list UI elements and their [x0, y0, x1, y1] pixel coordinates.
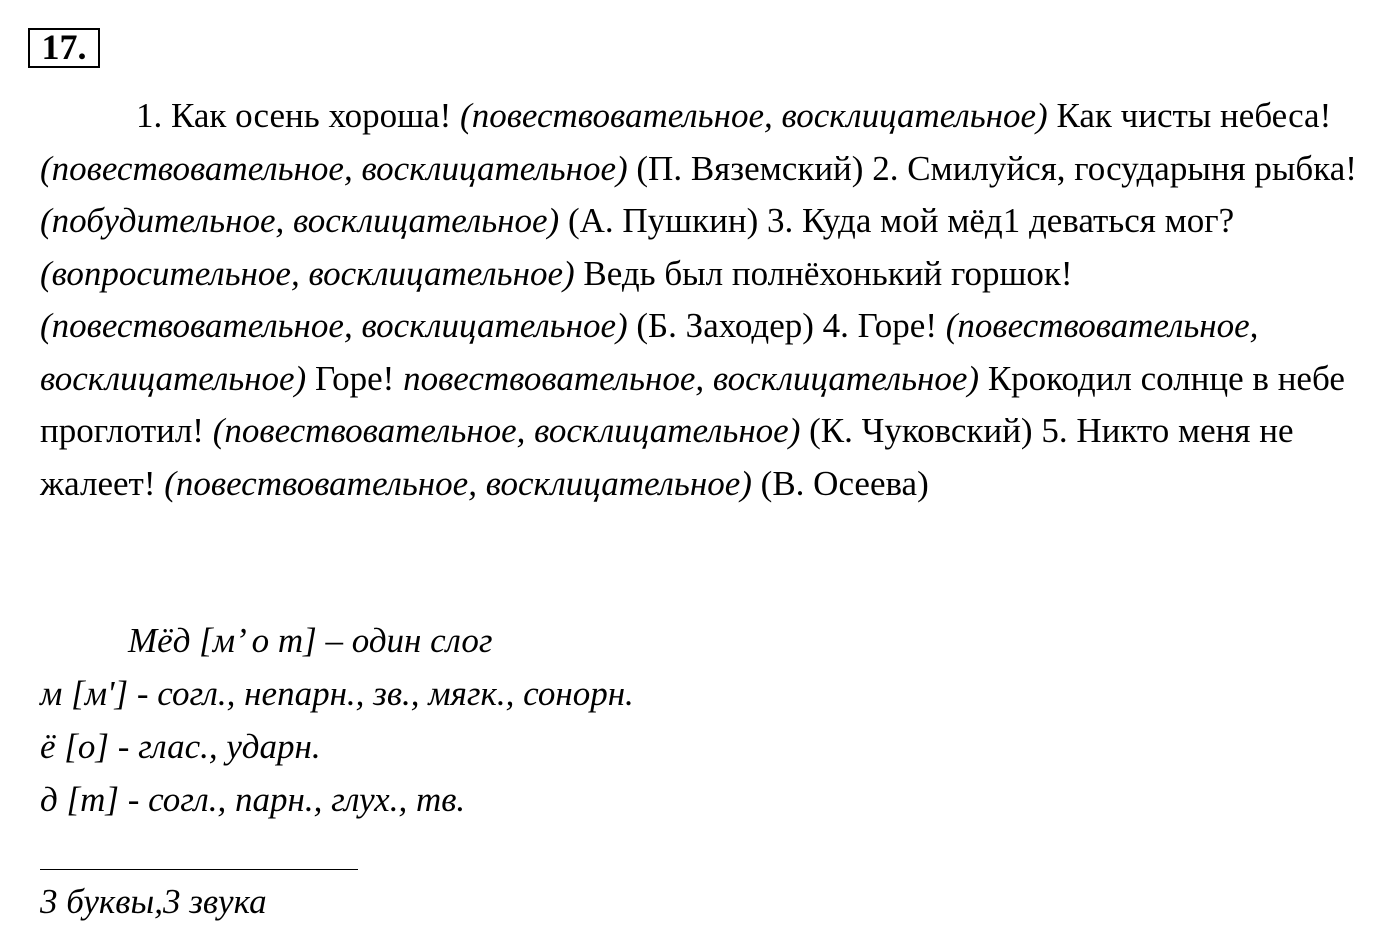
sentence-annotation: (повествовательное, восклицательное) [164, 463, 752, 503]
sentence-text: Крокодил солнце в небе проглотил! [40, 358, 1345, 450]
sentence-annotation: (повествовательное, восклицательное) [212, 411, 801, 450]
phonetic-line: ё [о] - глас., ударн. [40, 727, 321, 766]
footnote-divider [40, 869, 358, 870]
sentence-annotation: повествовательное, восклицательное) [403, 358, 980, 398]
sentence-annotation: (вопросительное, восклицательное) [40, 253, 575, 293]
phonetic-header: Мёд [м’ о т] – один слог [128, 621, 493, 660]
sentence-annotation: (повествовательное, восклицательное) [40, 148, 628, 188]
sentence-text: (В. Осеева) [751, 463, 929, 503]
phonetic-line: д [т] - согл., парн., глух., тв. [40, 780, 466, 819]
sentence-text: (А. Пушкин) 3. Куда мой мёд1 деваться мог? [559, 201, 1235, 240]
phonetic-analysis [40, 614, 634, 826]
sentence-text: 1. Как осень хороша! [136, 96, 461, 135]
sentence-annotation: (побудительное, восклицательное) [40, 201, 560, 240]
sentence-text: (К. Чуковский) 5. Никто меня не жалеет! [40, 411, 1294, 503]
phonetic-line: м [м'] - согл., непарн., зв., мягк., сонорн. [40, 674, 634, 713]
sentence-text: (Б. Заходер) 4. Горе! [627, 306, 946, 345]
sentence-annotation: (повествовательное, восклицательное) [40, 306, 1259, 398]
exercise-text [40, 90, 1372, 510]
sentence-annotation: (повествовательное, восклицательное) [460, 96, 1048, 135]
sentence-text: Как чисты небеса! [1047, 96, 1332, 135]
sentence-text: Горе! [306, 358, 404, 398]
sentence-annotation: (повествовательное, восклицательное) [40, 306, 628, 345]
footnote: 3 буквы,3 звука [40, 882, 267, 921]
sentence-text: (П. Вяземский) 2. Смилуйся, государыня рыбка! [627, 148, 1357, 188]
exercise-number: 17. [28, 28, 100, 68]
sentence-text: Ведь был полнёхонький горшок! [574, 253, 1073, 293]
